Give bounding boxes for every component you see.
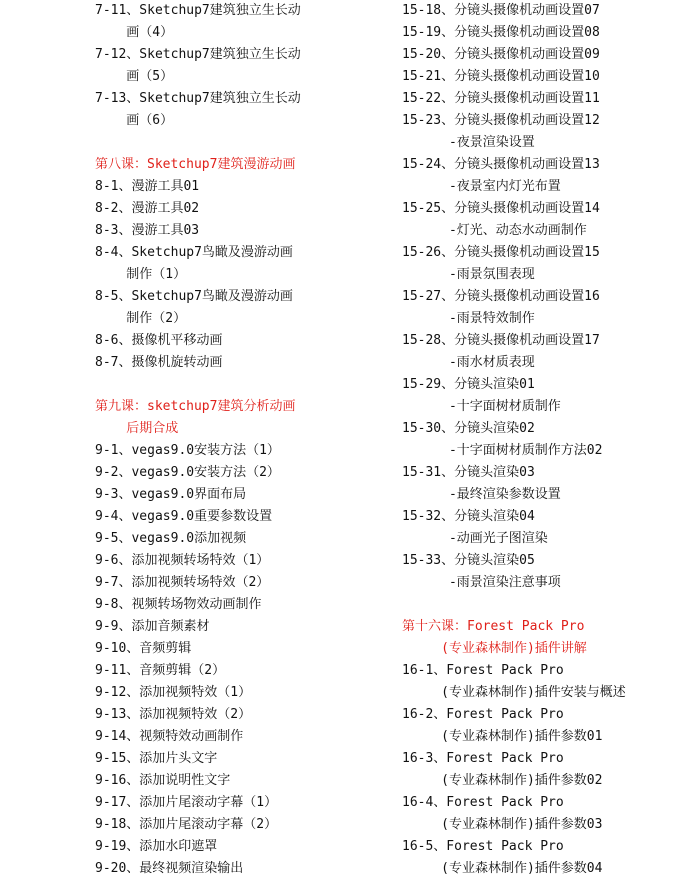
lesson-heading (95, 154, 395, 176)
text-line: (专业森林制作)插件讲解 (402, 641, 587, 656)
text-line: 16-1、Forest Pack Pro (402, 663, 564, 678)
lesson-item (95, 44, 395, 88)
text-line: 9-4、vegas9.0重要参数设置 (95, 509, 273, 524)
text-line: 9-8、视频转场物效动画制作 (95, 597, 262, 612)
text-line: 9-6、添加视频转场特效（1） (95, 553, 270, 568)
lesson-item (95, 176, 395, 198)
text-line: (专业森林制作)插件参数01 (402, 729, 603, 744)
text-line: 7-11、Sketchup7建筑独立生长动 (95, 3, 301, 18)
section-gap (95, 132, 395, 154)
text-line: 16-2、Forest Pack Pro (402, 707, 564, 722)
text-line: 7-13、Sketchup7建筑独立生长动 (95, 91, 301, 106)
text-line: 9-13、添加视频特效（2） (95, 707, 252, 722)
lesson-heading (95, 396, 395, 440)
text-line: 15-22、分镜头摄像机动画设置11 (402, 91, 600, 106)
lesson-item (402, 154, 700, 198)
lesson-item (95, 198, 395, 220)
lesson-item (95, 836, 395, 858)
text-line: 9-3、vegas9.0界面布局 (95, 487, 247, 502)
lesson-item (402, 704, 700, 748)
text-line: 9-9、添加音频素材 (95, 619, 210, 634)
lesson-item (95, 528, 395, 550)
lesson-item (402, 506, 700, 550)
lesson-item (95, 792, 395, 814)
text-line: 16-3、Forest Pack Pro (402, 751, 564, 766)
text-line: 制作（1） (95, 267, 187, 282)
lesson-item (95, 814, 395, 836)
text-line: -灯光、动态水动画制作 (402, 223, 587, 238)
text-line: 画（5） (95, 69, 174, 84)
text-line: 15-31、分镜头渲染03 (402, 465, 535, 480)
lesson-item (402, 418, 700, 462)
text-line: 9-5、vegas9.0添加视频 (95, 531, 247, 546)
lesson-item (95, 594, 395, 616)
lesson-item (95, 220, 395, 242)
text-line: (专业森林制作)插件参数02 (402, 773, 603, 788)
text-line: 8-2、漫游工具02 (95, 201, 200, 216)
lesson-item (402, 660, 700, 704)
lesson-item (95, 286, 395, 330)
text-line: -夜景室内灯光布置 (402, 179, 561, 194)
lesson-item (95, 330, 395, 352)
text-line: 15-23、分镜头摄像机动画设置12 (402, 113, 600, 128)
text-line: 9-19、添加水印遮罩 (95, 839, 218, 854)
lesson-item (95, 726, 395, 748)
text-line: 8-6、摄像机平移动画 (95, 333, 223, 348)
text-line: 后期合成 (95, 421, 179, 436)
lesson-item (95, 242, 395, 286)
lesson-item (402, 44, 700, 66)
text-line: 15-27、分镜头摄像机动画设置16 (402, 289, 600, 304)
text-line: -动画光子图渲染 (402, 531, 548, 546)
text-line: 15-26、分镜头摄像机动画设置15 (402, 245, 600, 260)
right-column (402, 0, 700, 880)
text-line: 15-25、分镜头摄像机动画设置14 (402, 201, 600, 216)
lesson-item (95, 550, 395, 572)
lesson-item (402, 286, 700, 330)
lesson-item (402, 748, 700, 792)
lesson-item (402, 110, 700, 154)
text-line: 第九课：sketchup7建筑分析动画 (95, 399, 296, 414)
text-line: 9-14、视频特效动画制作 (95, 729, 244, 744)
text-line: -夜景渲染设置 (402, 135, 535, 150)
text-line: 15-19、分镜头摄像机动画设置08 (402, 25, 600, 40)
lesson-item (402, 242, 700, 286)
text-line: 9-7、添加视频转场特效（2） (95, 575, 270, 590)
text-line: (专业森林制作)插件安装与概述 (402, 685, 626, 700)
text-line: 15-18、分镜头摄像机动画设置07 (402, 3, 600, 18)
text-line: 第八课：Sketchup7建筑漫游动画 (95, 157, 296, 172)
text-line: -最终渲染参数设置 (402, 487, 561, 502)
lesson-item (402, 462, 700, 506)
text-line: -十字面树材质制作方法02 (402, 443, 603, 458)
text-line: 8-7、摄像机旋转动画 (95, 355, 223, 370)
text-line: 15-20、分镜头摄像机动画设置09 (402, 47, 600, 62)
section-gap (95, 374, 395, 396)
lesson-item (95, 352, 395, 374)
text-line: -雨景氛围表现 (402, 267, 535, 282)
text-line: 8-4、Sketchup7鸟瞰及漫游动画 (95, 245, 293, 260)
text-line: 9-12、添加视频特效（1） (95, 685, 252, 700)
text-line: -十字面树材质制作 (402, 399, 561, 414)
text-line: 15-32、分镜头渲染04 (402, 509, 535, 524)
text-line: 8-3、漫游工具03 (95, 223, 200, 238)
lesson-item (402, 330, 700, 374)
lesson-item (95, 572, 395, 594)
lesson-item (402, 792, 700, 836)
lesson-item (95, 638, 395, 660)
text-line: 15-29、分镜头渲染01 (402, 377, 535, 392)
text-line: -雨水材质表现 (402, 355, 535, 370)
lesson-item (95, 0, 395, 44)
lesson-item (402, 198, 700, 242)
lesson-item (95, 616, 395, 638)
section-gap (402, 594, 700, 616)
lesson-item (402, 22, 700, 44)
text-line: 15-24、分镜头摄像机动画设置13 (402, 157, 600, 172)
text-line: 制作（2） (95, 311, 187, 326)
text-line: 15-30、分镜头渲染02 (402, 421, 535, 436)
text-line: 15-21、分镜头摄像机动画设置10 (402, 69, 600, 84)
text-line: 9-2、vegas9.0安装方法（2） (95, 465, 280, 480)
text-line: 15-33、分镜头渲染05 (402, 553, 535, 568)
lesson-item (402, 836, 700, 880)
lesson-item (95, 506, 395, 528)
text-line: 第十六课：Forest Pack Pro (402, 619, 585, 634)
text-line: 9-18、添加片尾滚动字幕（2） (95, 817, 278, 832)
text-line: -雨景渲染注意事项 (402, 575, 561, 590)
text-line: 9-20、最终视频渲染输出 (95, 861, 244, 876)
lesson-item (95, 682, 395, 704)
lesson-item (402, 374, 700, 418)
text-line: 16-4、Forest Pack Pro (402, 795, 564, 810)
text-line: -雨景特效制作 (402, 311, 535, 326)
lesson-item (95, 748, 395, 770)
lesson-item (95, 858, 395, 880)
text-line: 8-5、Sketchup7鸟瞰及漫游动画 (95, 289, 293, 304)
text-line: 7-12、Sketchup7建筑独立生长动 (95, 47, 301, 62)
lesson-item (95, 88, 395, 132)
lesson-item (95, 704, 395, 726)
text-line: 9-10、音频剪辑 (95, 641, 192, 656)
lesson-item (95, 484, 395, 506)
text-line: 9-17、添加片尾滚动字幕（1） (95, 795, 278, 810)
text-line: (专业森林制作)插件参数03 (402, 817, 603, 832)
text-line: 9-16、添加说明性文字 (95, 773, 231, 788)
lesson-heading (402, 616, 700, 660)
left-column (95, 0, 395, 880)
lesson-item (95, 462, 395, 484)
text-line: 9-1、vegas9.0安装方法（1） (95, 443, 280, 458)
lesson-item (402, 550, 700, 594)
lesson-item (402, 0, 700, 22)
text-line: 画（4） (95, 25, 174, 40)
text-line: 16-5、Forest Pack Pro (402, 839, 564, 854)
lesson-item (95, 660, 395, 682)
lesson-item (402, 66, 700, 88)
text-line: 8-1、漫游工具01 (95, 179, 200, 194)
text-line: 9-11、音频剪辑（2） (95, 663, 226, 678)
lesson-item (95, 440, 395, 462)
lesson-item (95, 770, 395, 792)
text-line: (专业森林制作)插件参数04 (402, 861, 603, 876)
text-line: 画（6） (95, 113, 174, 128)
lesson-item (402, 88, 700, 110)
text-line: 9-15、添加片头文字 (95, 751, 218, 766)
text-line: 15-28、分镜头摄像机动画设置17 (402, 333, 600, 348)
